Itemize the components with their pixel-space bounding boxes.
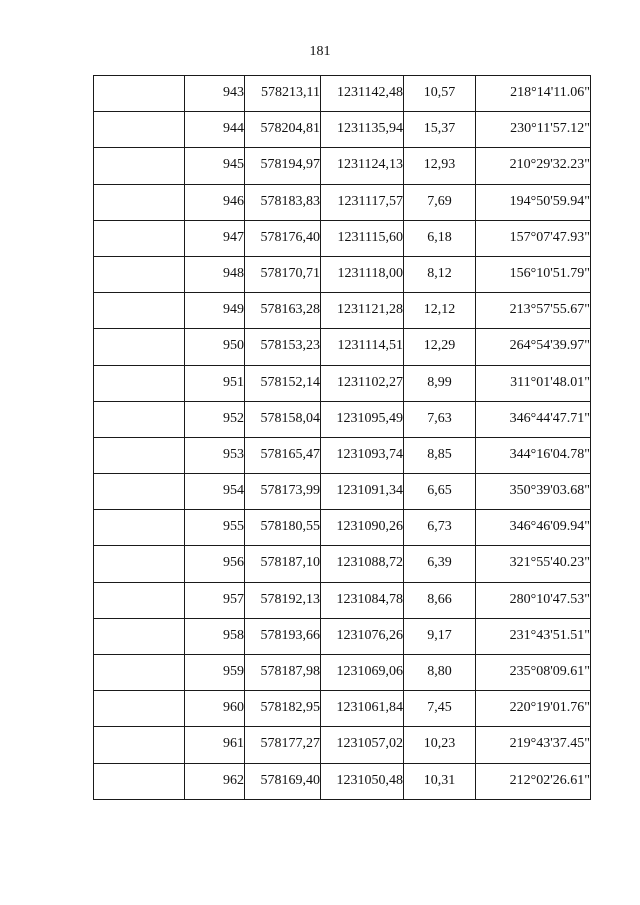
y-coordinate-cell: 1231076,26 <box>321 618 404 654</box>
distance-cell: 7,69 <box>404 184 476 220</box>
page-number: 181 <box>309 44 331 59</box>
table-row <box>94 184 591 220</box>
table-row <box>94 727 591 763</box>
x-coordinate-cell: 578173,99 <box>245 474 321 510</box>
region-cell <box>94 365 185 401</box>
bearing-cell: 194°50'59.94" <box>476 184 591 220</box>
y-coordinate-cell: 1231084,78 <box>321 582 404 618</box>
bearing-cell: 311°01'48.01" <box>476 365 591 401</box>
y-coordinate-cell: 1231102,27 <box>321 365 404 401</box>
y-coordinate-cell: 1231117,57 <box>321 184 404 220</box>
x-coordinate-cell: 578152,14 <box>245 365 321 401</box>
region-cell <box>94 510 185 546</box>
bearing-cell: 220°19'01.76" <box>476 691 591 727</box>
region-cell <box>94 112 185 148</box>
x-coordinate-cell: 578177,27 <box>245 727 321 763</box>
y-coordinate-cell: 1231124,13 <box>321 148 404 184</box>
point-number-cell: 946 <box>185 184 245 220</box>
distance-cell: 9,17 <box>404 618 476 654</box>
bearing-cell: 344°16'04.78" <box>476 437 591 473</box>
point-number-cell: 951 <box>185 365 245 401</box>
table-row <box>94 691 591 727</box>
distance-cell: 8,12 <box>404 256 476 292</box>
bearing-cell: 156°10'51.79" <box>476 256 591 292</box>
point-number-cell: 944 <box>185 112 245 148</box>
distance-cell: 7,45 <box>404 691 476 727</box>
bearing-cell: 346°46'09.94" <box>476 510 591 546</box>
x-coordinate-cell: 578204,81 <box>245 112 321 148</box>
region-cell <box>94 618 185 654</box>
region-cell <box>94 437 185 473</box>
table-row <box>94 401 591 437</box>
x-coordinate-cell: 578187,10 <box>245 546 321 582</box>
y-coordinate-cell: 1231091,34 <box>321 474 404 510</box>
distance-cell: 7,63 <box>404 401 476 437</box>
point-number-cell: 959 <box>185 655 245 691</box>
distance-cell: 8,66 <box>404 582 476 618</box>
bearing-cell: 264°54'39.97" <box>476 329 591 365</box>
y-coordinate-cell: 1231061,84 <box>321 691 404 727</box>
bearing-cell: 235°08'09.61" <box>476 655 591 691</box>
x-coordinate-cell: 578170,71 <box>245 256 321 292</box>
bearing-cell: 213°57'55.67" <box>476 293 591 329</box>
y-coordinate-cell: 1231050,48 <box>321 763 404 799</box>
x-coordinate-cell: 578182,95 <box>245 691 321 727</box>
region-cell <box>94 474 185 510</box>
region-cell <box>94 329 185 365</box>
table-row <box>94 474 591 510</box>
bearing-cell: 219°43'37.45" <box>476 727 591 763</box>
table-row <box>94 220 591 256</box>
y-coordinate-cell: 1231114,51 <box>321 329 404 365</box>
table-row <box>94 256 591 292</box>
x-coordinate-cell: 578153,23 <box>245 329 321 365</box>
point-number-cell: 954 <box>185 474 245 510</box>
point-number-cell: 958 <box>185 618 245 654</box>
table-row <box>94 329 591 365</box>
y-coordinate-cell: 1231069,06 <box>321 655 404 691</box>
distance-cell: 12,12 <box>404 293 476 329</box>
x-coordinate-cell: 578183,83 <box>245 184 321 220</box>
y-coordinate-cell: 1231118,00 <box>321 256 404 292</box>
x-coordinate-cell: 578180,55 <box>245 510 321 546</box>
table-body <box>94 76 591 800</box>
point-number-cell: 945 <box>185 148 245 184</box>
table-row <box>94 546 591 582</box>
bearing-cell: 230°11'57.12" <box>476 112 591 148</box>
point-number-cell: 948 <box>185 256 245 292</box>
x-coordinate-cell: 578193,66 <box>245 618 321 654</box>
y-coordinate-cell: 1231115,60 <box>321 220 404 256</box>
distance-cell: 6,65 <box>404 474 476 510</box>
y-coordinate-cell: 1231090,26 <box>321 510 404 546</box>
x-coordinate-cell: 578194,97 <box>245 148 321 184</box>
bearing-cell: 210°29'32.23" <box>476 148 591 184</box>
point-number-cell: 947 <box>185 220 245 256</box>
point-number-cell: 957 <box>185 582 245 618</box>
y-coordinate-cell: 1231121,28 <box>321 293 404 329</box>
distance-cell: 12,29 <box>404 329 476 365</box>
point-number-cell: 952 <box>185 401 245 437</box>
point-number-cell: 943 <box>185 76 245 112</box>
table-row <box>94 148 591 184</box>
bearing-cell: 280°10'47.53" <box>476 582 591 618</box>
coordinates-table <box>93 75 591 800</box>
region-cell <box>94 401 185 437</box>
bearing-cell: 157°07'47.93" <box>476 220 591 256</box>
x-coordinate-cell: 578213,11 <box>245 76 321 112</box>
region-cell <box>94 184 185 220</box>
x-coordinate-cell: 578187,98 <box>245 655 321 691</box>
bearing-cell: 346°44'47.71" <box>476 401 591 437</box>
y-coordinate-cell: 1231093,74 <box>321 437 404 473</box>
region-cell <box>94 727 185 763</box>
table-row <box>94 510 591 546</box>
x-coordinate-cell: 578176,40 <box>245 220 321 256</box>
table-row <box>94 618 591 654</box>
distance-cell: 10,57 <box>404 76 476 112</box>
table-row <box>94 763 591 799</box>
point-number-cell: 953 <box>185 437 245 473</box>
x-coordinate-cell: 578192,13 <box>245 582 321 618</box>
y-coordinate-cell: 1231142,48 <box>321 76 404 112</box>
y-coordinate-cell: 1231088,72 <box>321 546 404 582</box>
region-cell <box>94 763 185 799</box>
point-number-cell: 956 <box>185 546 245 582</box>
y-coordinate-cell: 1231135,94 <box>321 112 404 148</box>
table-row <box>94 437 591 473</box>
bearing-cell: 231°43'51.51" <box>476 618 591 654</box>
point-number-cell: 949 <box>185 293 245 329</box>
point-number-cell: 960 <box>185 691 245 727</box>
x-coordinate-cell: 578169,40 <box>245 763 321 799</box>
bearing-cell: 212°02'26.61" <box>476 763 591 799</box>
table-row <box>94 655 591 691</box>
region-cell <box>94 76 185 112</box>
table-row <box>94 76 591 112</box>
distance-cell: 12,93 <box>404 148 476 184</box>
table-row <box>94 365 591 401</box>
region-cell <box>94 546 185 582</box>
distance-cell: 15,37 <box>404 112 476 148</box>
table-row <box>94 112 591 148</box>
region-cell <box>94 691 185 727</box>
distance-cell: 10,31 <box>404 763 476 799</box>
table-row <box>94 582 591 618</box>
distance-cell: 6,73 <box>404 510 476 546</box>
distance-cell: 6,18 <box>404 220 476 256</box>
region-cell <box>94 293 185 329</box>
x-coordinate-cell: 578165,47 <box>245 437 321 473</box>
region-cell <box>94 655 185 691</box>
distance-cell: 8,99 <box>404 365 476 401</box>
point-number-cell: 950 <box>185 329 245 365</box>
bearing-cell: 350°39'03.68" <box>476 474 591 510</box>
x-coordinate-cell: 578158,04 <box>245 401 321 437</box>
region-cell <box>94 148 185 184</box>
y-coordinate-cell: 1231095,49 <box>321 401 404 437</box>
table-row <box>94 293 591 329</box>
distance-cell: 6,39 <box>404 546 476 582</box>
distance-cell: 8,85 <box>404 437 476 473</box>
point-number-cell: 962 <box>185 763 245 799</box>
point-number-cell: 955 <box>185 510 245 546</box>
distance-cell: 10,23 <box>404 727 476 763</box>
x-coordinate-cell: 578163,28 <box>245 293 321 329</box>
point-number-cell: 961 <box>185 727 245 763</box>
bearing-cell: 321°55'40.23" <box>476 546 591 582</box>
region-cell <box>94 256 185 292</box>
distance-cell: 8,80 <box>404 655 476 691</box>
region-cell <box>94 582 185 618</box>
bearing-cell: 218°14'11.06" <box>476 76 591 112</box>
region-cell <box>94 220 185 256</box>
y-coordinate-cell: 1231057,02 <box>321 727 404 763</box>
